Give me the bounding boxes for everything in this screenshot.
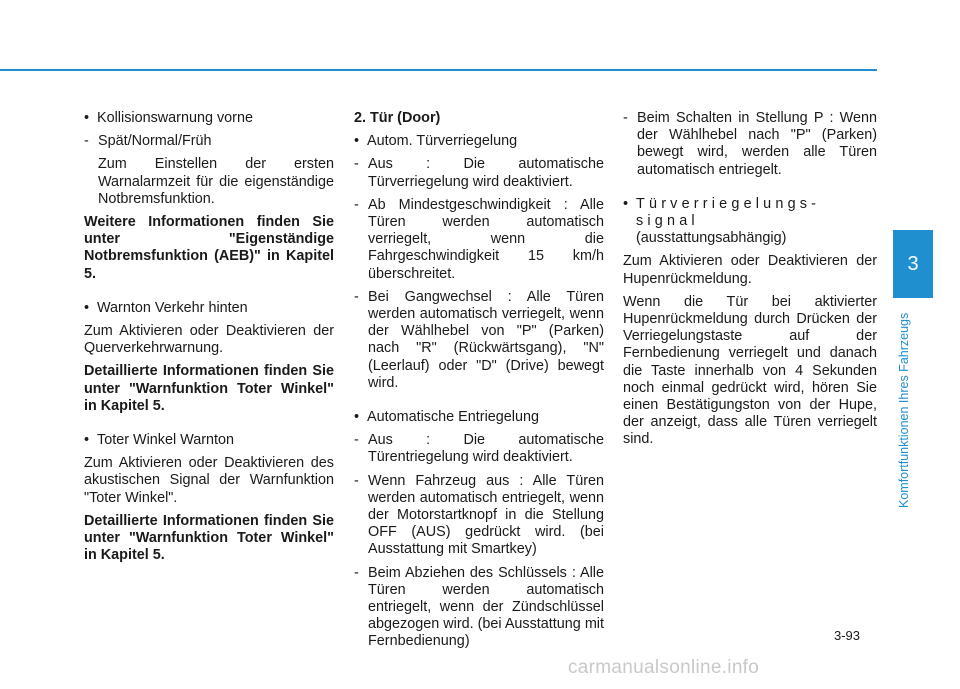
watermark: carmanualsonline.info — [568, 657, 760, 678]
bullet-item — [354, 409, 604, 426]
paragraph: Zum Aktivieren oder Deaktivieren der Hupenrückmeldung. — [623, 253, 877, 287]
dash-text: Ab Mindestgeschwindigkeit : Alle Türen werden automatisch verriegelt, wenn die Fahrgeschwindigkeit 15 km/h überschreitet. — [368, 196, 604, 282]
dash-text: Spät/Normal/Früh — [98, 133, 212, 150]
bullet-text: Kollisionswarnung vorne — [97, 110, 253, 126]
dash-marker: - — [84, 133, 89, 150]
dash-marker: - — [354, 196, 359, 213]
bullet-marker: • — [354, 409, 360, 426]
dash-marker: - — [354, 564, 359, 581]
dash-text: Wenn Fahrzeug aus : Alle Türen werden automatisch entriegelt, wenn der Motorstartknopf in die Stellung OFF (AUS) gedrückt wird. (bei Ausstattung mit Smartkey) — [368, 472, 604, 558]
bullet-item — [623, 196, 877, 248]
chapter-title: Komfortfunktionen Ihres Fahrzeugs — [897, 312, 911, 508]
bullet-text: Autom. Türverriegelung — [367, 133, 518, 150]
paragraph: Zum Einstellen der ersten Warnalarmzeit für die eigenständige Notbremsfunktion. — [98, 156, 334, 207]
dash-item — [354, 156, 604, 190]
dash-item — [354, 473, 604, 559]
bullet-marker: • — [84, 299, 90, 316]
bold-paragraph: Weitere Informationen finden Sie unter "Eigenständige Notbremsfunktion (AEB)" in Kapitel 5. — [84, 214, 334, 282]
column-2 — [354, 110, 604, 651]
bullet-text: Automatische Entriegelung — [367, 409, 539, 426]
dash-marker: - — [623, 110, 628, 126]
paragraph: Zum Aktivieren oder Deaktivieren der Querverkehrwarnung. — [84, 323, 334, 357]
dash-item — [354, 289, 604, 392]
chapter-number: 3 — [907, 253, 919, 275]
dash-text: Bei Gangwechsel : Alle Türen werden automatisch verriegelt, wenn der Wählhebel von "P" (Parken) nach "R" (Rückwärtsgang), "N" (Leerlauf) oder "D" (Drive) bewegt wird. — [368, 288, 604, 391]
column-3 — [623, 110, 877, 449]
paragraph: Zum Aktivieren oder Deaktivieren des akustischen Signal der Warnfunktion "Toter Winkel". — [84, 455, 334, 506]
page-number: 3-93 — [834, 628, 861, 643]
column-1 — [84, 110, 334, 564]
bold-paragraph: Detaillierte Informationen finden Sie unter "Warnfunktion Toter Winkel" in Kapitel 5. — [84, 512, 334, 564]
dash-item — [354, 197, 604, 283]
bullet-text-group — [636, 196, 877, 248]
chapter-title-vertical — [897, 308, 919, 508]
bullet-item — [84, 110, 334, 127]
bullet-subtext: (ausstattungsabhängig) — [636, 230, 787, 247]
bullet-text: Warnton Verkehr hinten — [97, 299, 248, 316]
bullet-marker: • — [84, 110, 90, 126]
chapter-tab — [893, 230, 933, 298]
dash-marker: - — [354, 472, 359, 489]
header-rule — [0, 69, 877, 71]
bullet-marker: • — [84, 432, 90, 449]
bullet-item — [84, 432, 334, 449]
dash-item — [354, 565, 604, 651]
bullet-item — [84, 300, 334, 317]
bullet-item — [354, 133, 604, 150]
bullet-text: Türverriegelungs-signal — [636, 195, 821, 230]
bullet-text: Toter Winkel Warnton — [97, 432, 235, 449]
bullet-marker: • — [623, 195, 629, 212]
bold-paragraph: Detaillierte Informationen finden Sie unter "Warnfunktion Toter Winkel" in Kapitel 5. — [84, 363, 334, 414]
bullet-marker: • — [354, 133, 360, 150]
dash-item — [623, 110, 877, 179]
dash-text: Beim Abziehen des Schlüssels : Alle Türen werden automatisch entriegelt, wenn der Zündschlüssel abgezogen wird. (bei Ausstattung mit Fernbedienung) — [368, 564, 604, 650]
dash-marker: - — [354, 156, 359, 173]
dash-text: Aus : Die automatische Türentriegelung wird deaktiviert. — [368, 432, 604, 466]
dash-text: Beim Schalten in Stellung P : Wenn der Wählhebel nach "P" (Parken) bewegt wird, werden alle Türen automatisch entriegelt. — [637, 110, 877, 178]
dash-text: Aus : Die automatische Türverriegelung wird deaktiviert. — [368, 156, 604, 190]
dash-item — [84, 133, 334, 150]
dash-marker: - — [354, 432, 359, 449]
paragraph: Wenn die Tür bei aktivierter Hupenrückmeldung durch Drücken der Verriegelungstaste auf der Fernbedienung verriegelt und danach die Taste innerhalb von 4 Sekunden noch einmal gedrückt wird, hören Sie einen Bestätigungston von der Hupe, der anzeigt, dass alle Türen verriegelt sind. — [623, 293, 877, 448]
section-heading: 2. Tür (Door) — [354, 110, 441, 126]
dash-item — [354, 432, 604, 466]
dash-marker: - — [354, 288, 359, 305]
